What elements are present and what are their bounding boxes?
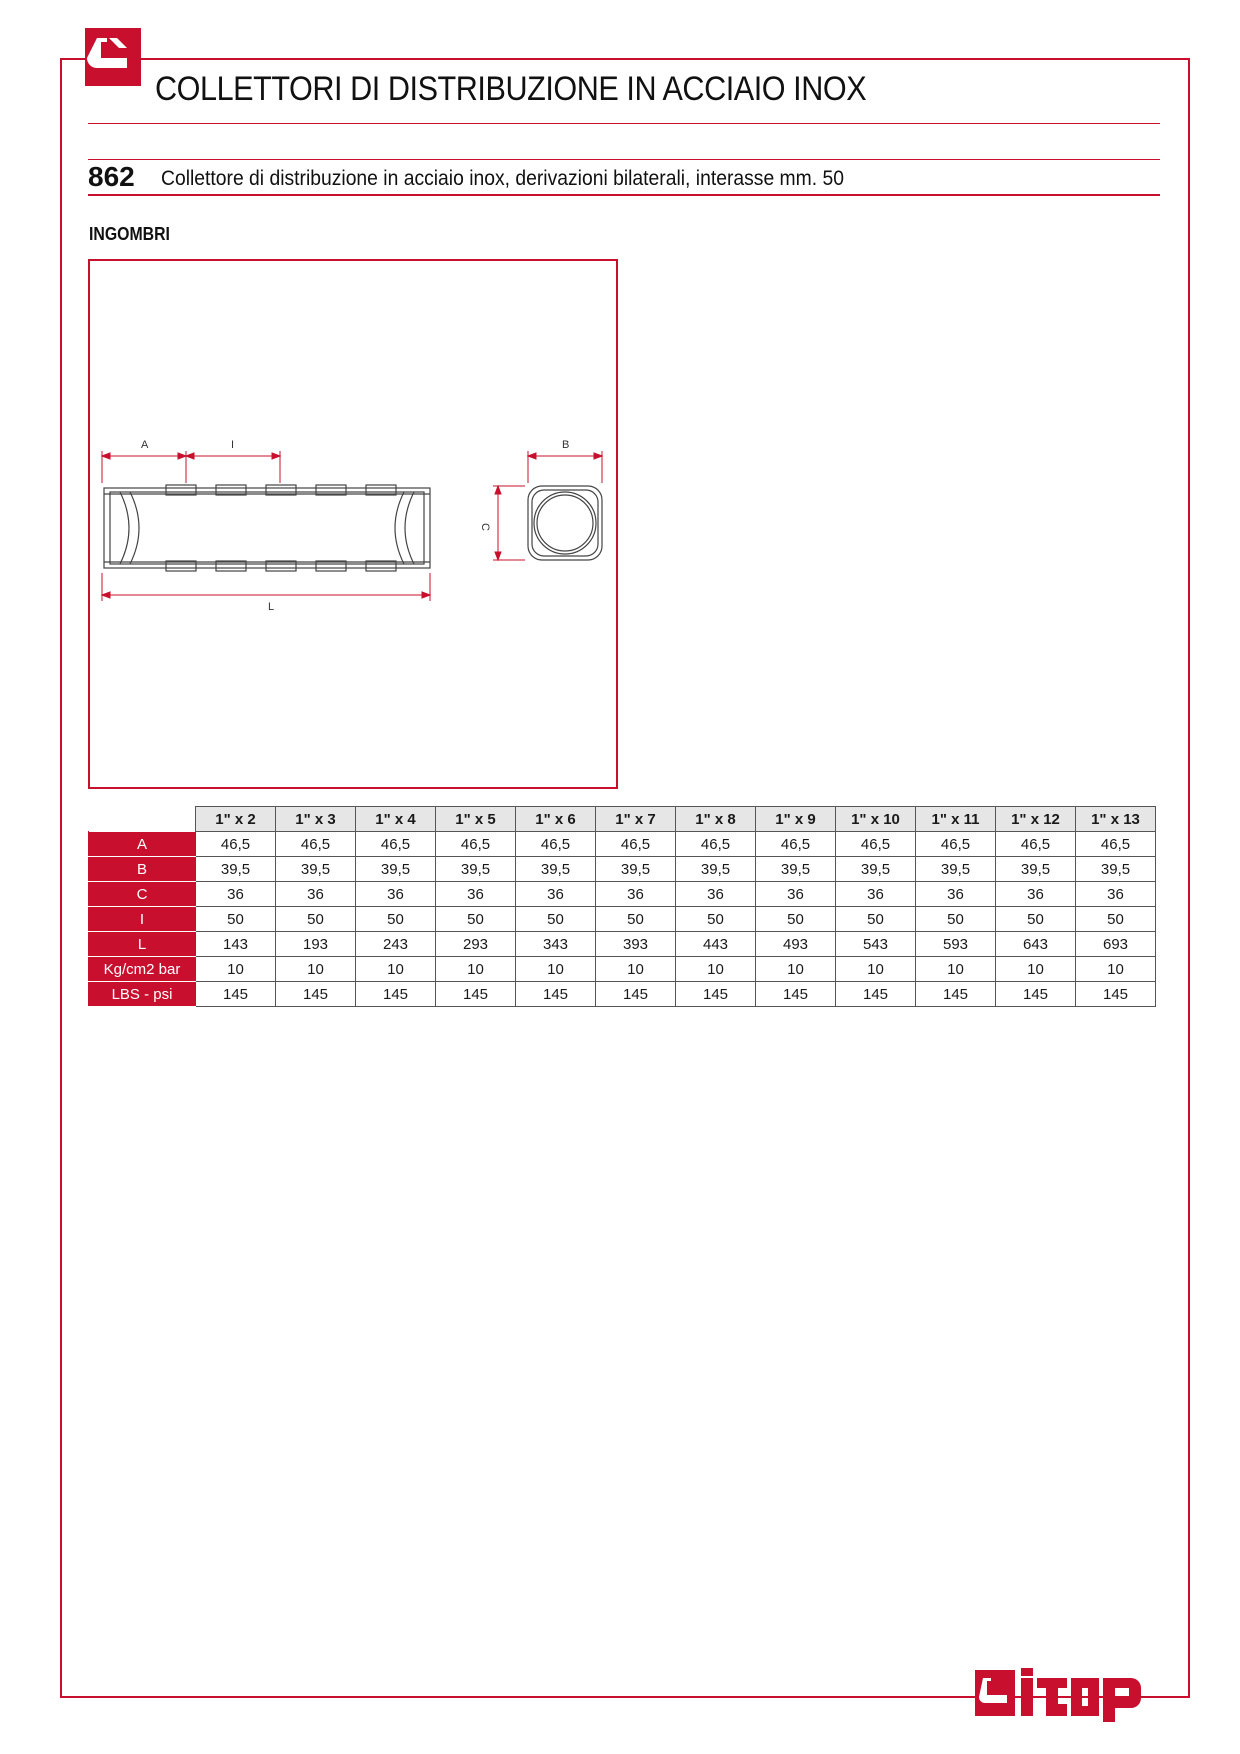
table-row [89, 882, 1156, 907]
table-cell: 493 [756, 932, 836, 957]
table-column-header: 1" x 12 [996, 807, 1076, 832]
table-cell: 50 [676, 907, 756, 932]
table-cell: 36 [1076, 882, 1156, 907]
table-row [89, 957, 1156, 982]
manifold-drawing-icon [90, 261, 616, 787]
table-cell: 243 [356, 932, 436, 957]
table-cell: 36 [916, 882, 996, 907]
table-cell: 145 [276, 982, 356, 1007]
table-cell: 50 [596, 907, 676, 932]
table-cell: 36 [676, 882, 756, 907]
table-cell: 36 [756, 882, 836, 907]
table-cell: 10 [756, 957, 836, 982]
table-cell: 10 [516, 957, 596, 982]
table-cell: 443 [676, 932, 756, 957]
table-row-label: L [89, 932, 196, 957]
table-cell: 10 [196, 957, 276, 982]
table-cell: 36 [836, 882, 916, 907]
table-cell: 46,5 [836, 832, 916, 857]
table-cell: 145 [676, 982, 756, 1007]
table-cell: 36 [276, 882, 356, 907]
table-cell: 10 [276, 957, 356, 982]
itap-logo-icon [975, 1664, 1155, 1724]
table-cell: 50 [516, 907, 596, 932]
table-column-header: 1" x 11 [916, 807, 996, 832]
product-code: 862 [88, 161, 135, 192]
table-column-header: 1" x 8 [676, 807, 756, 832]
table-cell: 143 [196, 932, 276, 957]
table-cell: 36 [196, 882, 276, 907]
table-cell: 46,5 [436, 832, 516, 857]
table-cell: 46,5 [276, 832, 356, 857]
table-cell: 50 [836, 907, 916, 932]
dim-label-l: L [268, 601, 275, 613]
table-cell: 39,5 [1076, 857, 1156, 882]
table-cell: 145 [196, 982, 276, 1007]
table-cell: 193 [276, 932, 356, 957]
table-cell: 643 [996, 932, 1076, 957]
table-row-label: Kg/cm2 bar [89, 957, 196, 982]
table-cell: 343 [516, 932, 596, 957]
table-cell: 50 [756, 907, 836, 932]
table-cell: 145 [836, 982, 916, 1007]
table-cell: 46,5 [1076, 832, 1156, 857]
section-label: INGOMBRI [89, 224, 170, 244]
table-cell: 393 [596, 932, 676, 957]
page-title: COLLETTORI DI DISTRIBUZIONE IN ACCIAIO INOX [155, 70, 867, 108]
table-row-label: C [89, 882, 196, 907]
table-cell: 10 [836, 957, 916, 982]
table-column-header: 1" x 4 [356, 807, 436, 832]
product-description: Collettore di distribuzione in acciaio inox, derivazioni bilaterali, interasse mm. 50 [161, 167, 844, 190]
table-cell: 50 [1076, 907, 1156, 932]
table-column-header: 1" x 5 [436, 807, 516, 832]
title-underline [88, 123, 1160, 124]
table-row [89, 857, 1156, 882]
product-bottom-rule [88, 194, 1160, 196]
brand-logo-text: itap [975, 1664, 977, 1665]
dim-label-c: C [479, 523, 491, 531]
table-cell: 693 [1076, 932, 1156, 957]
table-cell: 293 [436, 932, 516, 957]
table-cell: 36 [996, 882, 1076, 907]
table-cell: 543 [836, 932, 916, 957]
table-cell: 39,5 [436, 857, 516, 882]
table-cell: 145 [916, 982, 996, 1007]
dim-label-i: I [231, 439, 235, 451]
table-cell: 36 [516, 882, 596, 907]
table-column-header: 1" x 3 [276, 807, 356, 832]
table-cell: 50 [276, 907, 356, 932]
table-cell: 50 [436, 907, 516, 932]
table-row-label: B [89, 857, 196, 882]
table-cell: 36 [436, 882, 516, 907]
table-body [89, 832, 1156, 1007]
table-cell: 145 [996, 982, 1076, 1007]
table-cell: 10 [1076, 957, 1156, 982]
table-cell: 39,5 [756, 857, 836, 882]
table-cell: 46,5 [356, 832, 436, 857]
table-cell: 10 [676, 957, 756, 982]
table-row [89, 907, 1156, 932]
table-column-header: 1" x 10 [836, 807, 916, 832]
table-cell: 46,5 [196, 832, 276, 857]
product-top-rule [88, 159, 1160, 160]
table-row-label: A [89, 832, 196, 857]
table-cell: 50 [996, 907, 1076, 932]
table-cell: 10 [436, 957, 516, 982]
table-column-header: 1" x 2 [196, 807, 276, 832]
table-cell: 593 [916, 932, 996, 957]
table-cell: 145 [436, 982, 516, 1007]
table-header-row [89, 807, 1156, 832]
table-cell: 10 [916, 957, 996, 982]
table-cell: 145 [516, 982, 596, 1007]
table-column-header: 1" x 13 [1076, 807, 1156, 832]
table-cell: 145 [756, 982, 836, 1007]
table-cell: 46,5 [916, 832, 996, 857]
dim-label-b: B [562, 439, 570, 451]
table-cell: 39,5 [916, 857, 996, 882]
table-cell: 39,5 [676, 857, 756, 882]
table-cell: 39,5 [596, 857, 676, 882]
dim-label-a: A [141, 439, 149, 451]
table-cell: 39,5 [196, 857, 276, 882]
table-cell: 10 [596, 957, 676, 982]
table-cell: 46,5 [756, 832, 836, 857]
table-cell: 39,5 [276, 857, 356, 882]
table-cell: 145 [356, 982, 436, 1007]
table-cell: 39,5 [836, 857, 916, 882]
table-cell: 39,5 [996, 857, 1076, 882]
table-cell: 10 [996, 957, 1076, 982]
table-cell: 39,5 [356, 857, 436, 882]
table-row [89, 932, 1156, 957]
table-row [89, 832, 1156, 857]
table-cell: 145 [596, 982, 676, 1007]
table-row-label: LBS - psi [89, 982, 196, 1007]
table-cell: 50 [916, 907, 996, 932]
table-cell: 46,5 [676, 832, 756, 857]
table-cell: 50 [196, 907, 276, 932]
table-row [89, 982, 1156, 1007]
table-cell: 50 [356, 907, 436, 932]
table-cell: 145 [1076, 982, 1156, 1007]
itap-corner-logo-icon [85, 28, 141, 86]
table-cell: 46,5 [516, 832, 596, 857]
table-cell: 46,5 [596, 832, 676, 857]
table-column-header: 1" x 6 [516, 807, 596, 832]
table-cell: 36 [356, 882, 436, 907]
table-cell: 36 [596, 882, 676, 907]
table-row-label: I [89, 907, 196, 932]
dimension-drawing [88, 259, 618, 789]
table-column-header: 1" x 9 [756, 807, 836, 832]
table-column-header: 1" x 7 [596, 807, 676, 832]
specs-table [88, 806, 1156, 1007]
table-cell: 46,5 [996, 832, 1076, 857]
table-corner-cell [89, 807, 196, 832]
table-cell: 10 [356, 957, 436, 982]
table-cell: 39,5 [516, 857, 596, 882]
